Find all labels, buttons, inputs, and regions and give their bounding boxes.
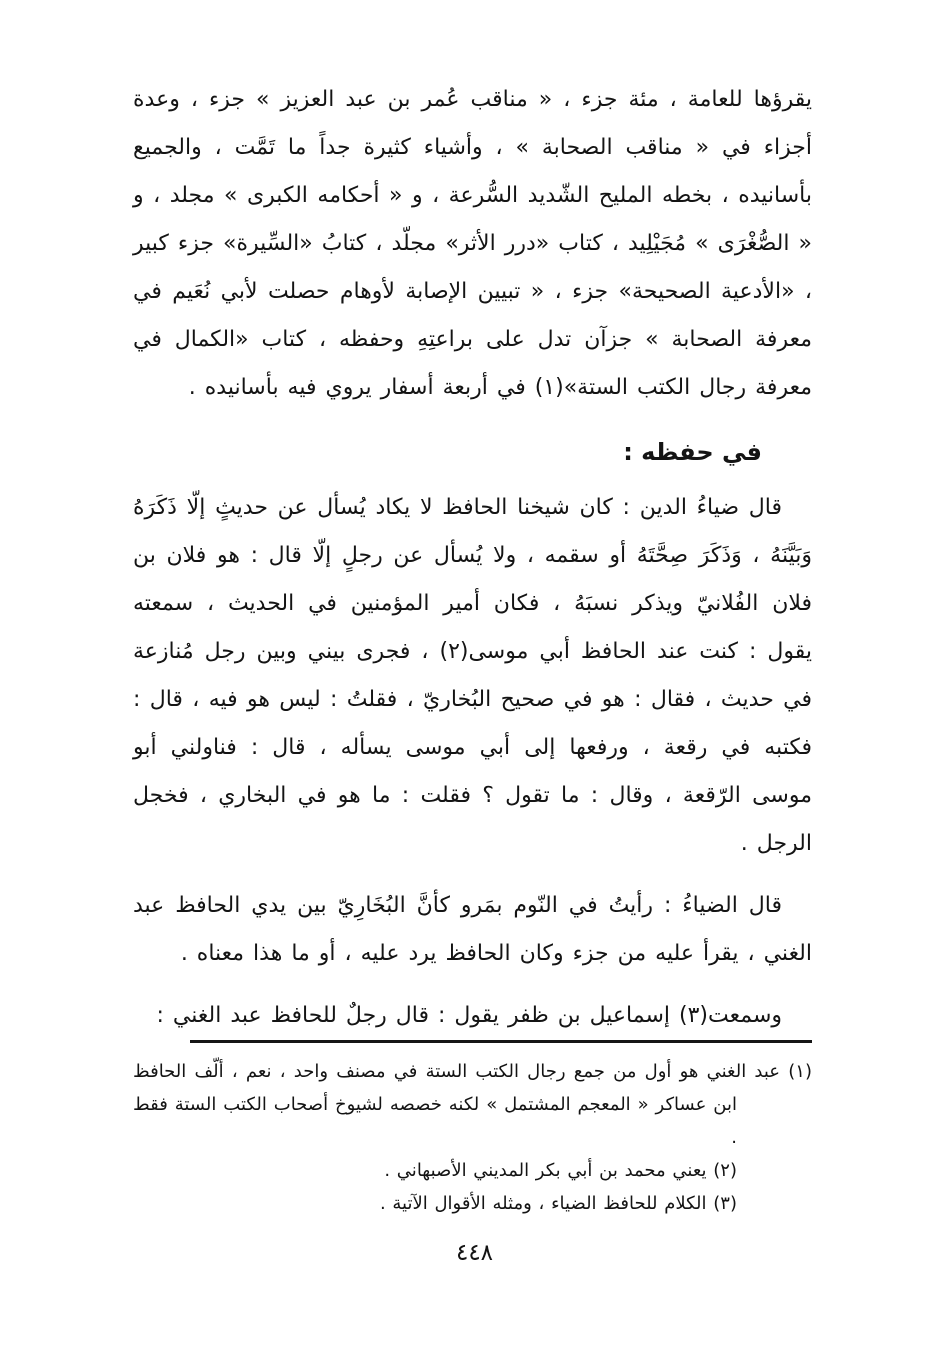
footnote-divider xyxy=(190,1040,812,1043)
paragraph-diya-aldin-quote: قال ضياءُ الدين : كان شيخنا الحافظ لا يكاد يُسأل عن حديثٍ إلّا ذَكَرَهُ وَبَيَّنَهُ ، وَذَكَرَ صِحَّتَهُ أو سقمه ، ولا يُسأل عن رجلٍ إلّا قال : هو فلان بن فلان الفُلانيّ ويذكر نسبَهُ ، فكان أمير المؤمنين في الحديث ، سمعته يقول : كنت عند الحافظ أبي موسى(٢) ، فجرى بيني وبين رجل مُنازعة في حديث ، فقال : هو في صحيح البُخاريّ ، فقلتُ : ليس هو فيه ، قال : فكتبه في رقعة ، ورفعها إلى أبي موسى يسأله ، قال : فناولني أبو موسى الرّقعة ، وقال : ما تقول ؟ فقلت : ما هو في البخاري ، فخجل الرجل . xyxy=(133,495,812,856)
footnote-3: (٣) الكلام للحافظ الضياء ، ومثله الأقوال الآتية . xyxy=(379,1193,737,1214)
paragraph-dream-anecdote: قال الضياءُ : رأيتُ في النّوم بمَرو كأنَّ البُخَارِيّ بين يدي الحافظ عبد الغني ، يقرأ عليه من جزء وكان الحافظ يرد عليه ، أو ما هذا معناه . xyxy=(133,893,812,966)
footnote-1: (١) عبد الغني هو أول من جمع رجال الكتب الستة في مصنف واحد ، نعم ، ألّف الحافظ ابن عساكر « المعجم المشتمل » لكنه خصصه لشيوخ أصحاب الكتب الستة فقط . xyxy=(133,1061,812,1148)
page-number: ٤٤٨ xyxy=(455,1240,494,1266)
section-heading: في حفظه : xyxy=(623,438,762,466)
footnotes-section xyxy=(133,1040,812,1220)
paragraph-ismail-ibn-zafar: وسمعت(٣) إسماعيل بن ظفر يقول : قال رجلٌ للحافظ عبد الغني : xyxy=(156,1003,782,1028)
paragraph-works-list: يقرؤها للعامة ، مئة جزء ، « مناقب عُمر بن عبد العزيز » جزء ، وعدة أجزاء في « مناقب الصحابة » ، وأشياء كثيرة جداً ما تَمَّت ، والجميع بأسانيده ، بخطه المليح الشّديد السُّرعة ، و « أحكامه الكبرى » مجلد ، و « الصُّغْرَى » مُجَيْلِيد ، كتاب «درر الأثر» مجلّد ، كتابُ «السِّيرة» جزء كبير ، «الأدعية الصحيحة» جزء ، « تبيين الإصابة لأوهام حصلت لأبي نُعَيم في معرفة الصحابة » جزآن تدل على براعتِهِ وحفظه ، كتاب «الكمال في معرفة رجال الكتب الستة»(١) في أربعة أسفار يروي فيه بأسانيده . xyxy=(133,87,812,400)
footnote-2: (٢) يعني محمد بن أبي بكر المديني الأصبهاني . xyxy=(384,1160,737,1181)
body-text xyxy=(133,76,812,1040)
